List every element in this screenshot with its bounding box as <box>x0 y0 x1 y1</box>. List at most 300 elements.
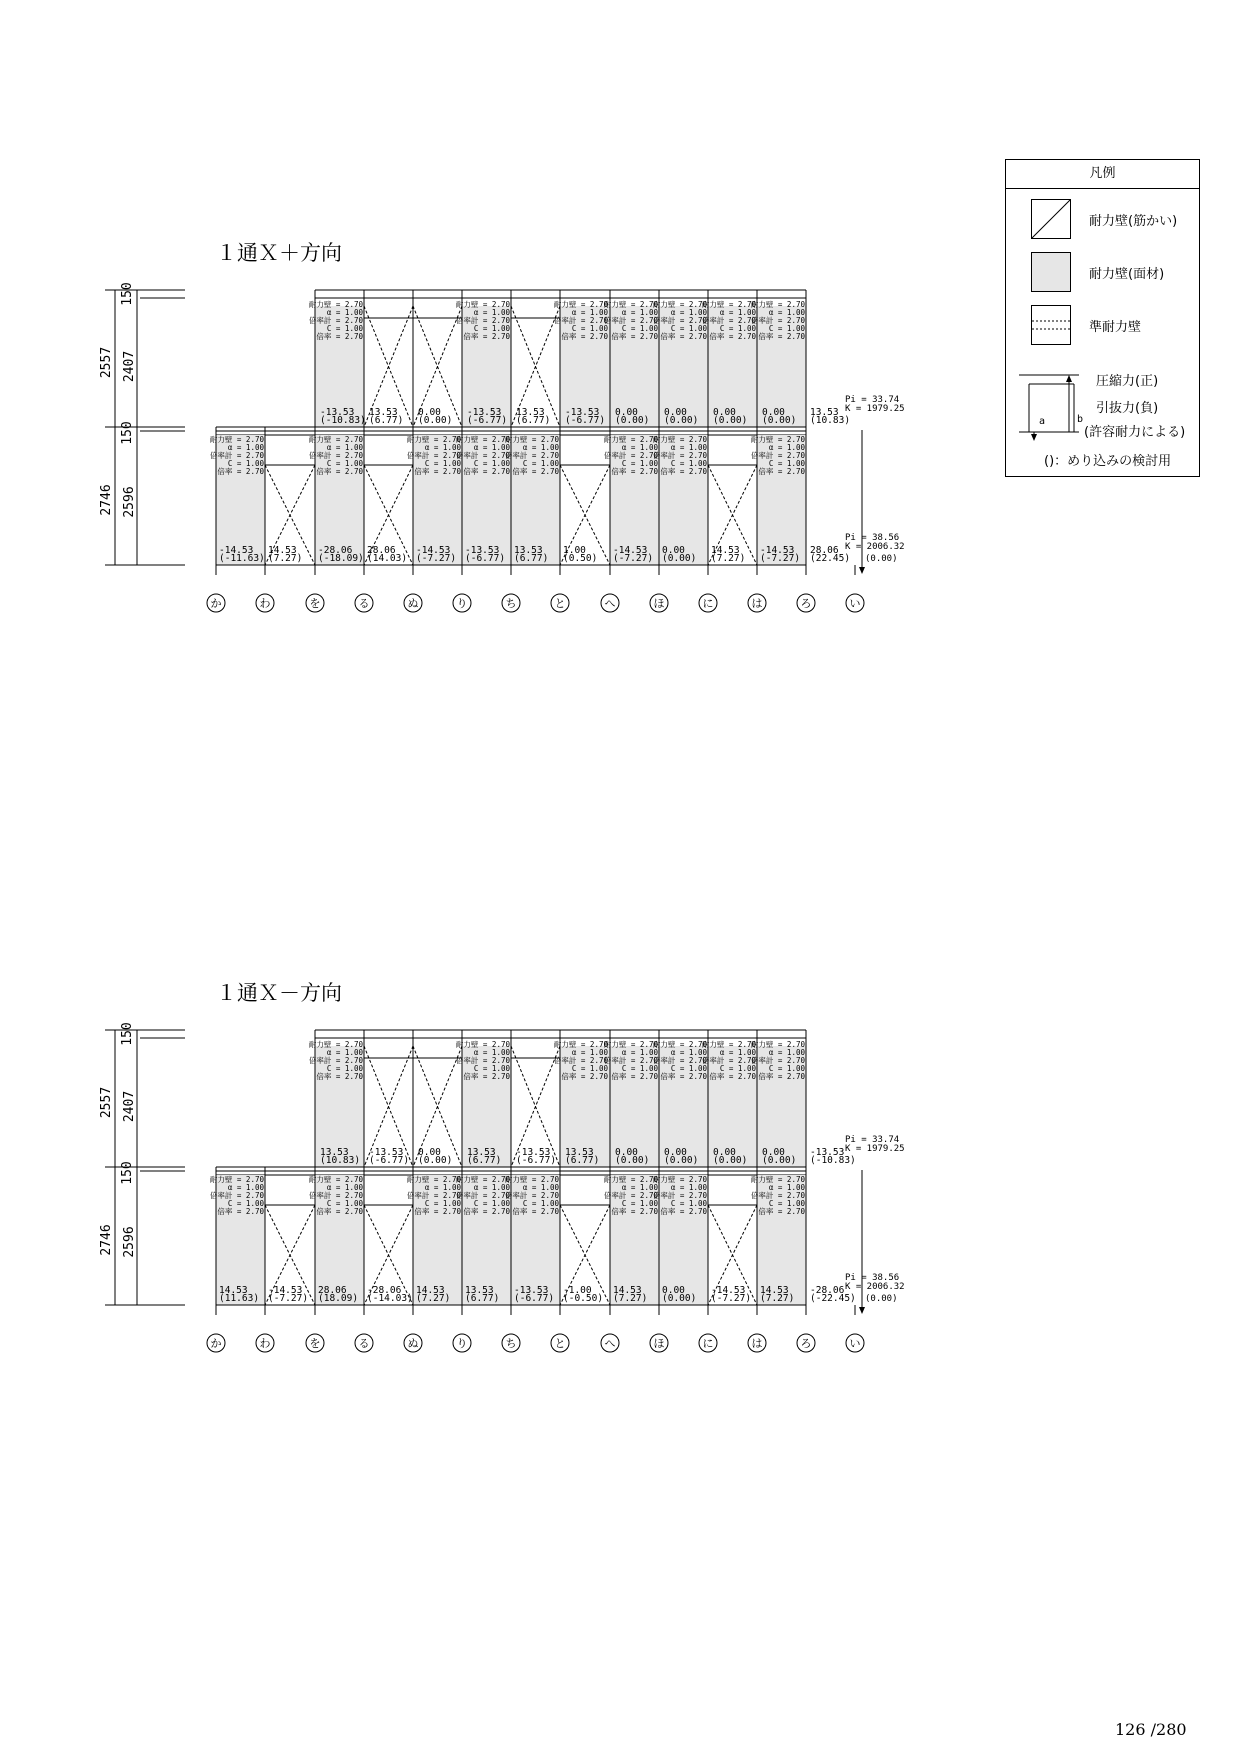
wall-spec-text: 倍率 = 2.70 <box>660 1072 707 1081</box>
wall-spec-text: α = 1.00 <box>670 308 707 317</box>
wall-spec-text: 倍率計 = 2.70 <box>652 451 707 460</box>
wall-spec-text: 倍率計 = 2.70 <box>455 1191 510 1200</box>
dim-text: 2596 <box>122 1226 137 1258</box>
wall-spec-text: C = 1.00 <box>670 1064 707 1073</box>
wall-spec-text: α = 1.00 <box>719 1048 756 1057</box>
wall-spec-text: 倍率計 = 2.70 <box>455 316 510 325</box>
wall-spec-text: C = 1.00 <box>326 1199 363 1208</box>
embedment-value: (-22.45) <box>810 1293 856 1304</box>
wall-spec-text: 倍率計 = 2.70 <box>406 1191 461 1200</box>
wall-spec-text: 倍率計 = 2.70 <box>603 1056 658 1065</box>
embedment-value: (-7.27) <box>760 553 801 564</box>
wall-spec-text: 倍率 = 2.70 <box>414 1207 461 1216</box>
wall-spec-text: C = 1.00 <box>227 1199 264 1208</box>
axial-force-value: -13.53 <box>514 1285 549 1296</box>
axial-force-value: 28.06 <box>367 545 396 556</box>
legend-title: 凡例 <box>1006 160 1199 189</box>
wall-spec-text: 倍率 = 2.70 <box>758 1072 805 1081</box>
axis-label: を <box>309 1337 321 1350</box>
embedment-value: (0.00) <box>664 1155 699 1166</box>
wall-spec-text: C = 1.00 <box>227 459 264 468</box>
embedment-value: (6.77) <box>565 1155 600 1166</box>
wall-spec-text: 倍率 = 2.70 <box>611 1207 658 1216</box>
axis-label: い <box>849 597 861 610</box>
embedment-value: (14.03) <box>367 553 408 564</box>
zero-label: (0.00) <box>865 554 898 564</box>
axial-force-value: 28.06 <box>318 1285 347 1296</box>
axis-label: り <box>456 1337 468 1350</box>
wall-spec-text: 耐力壁 = 2.70 <box>652 435 707 444</box>
wall-spec-text: 耐力壁 = 2.70 <box>652 300 707 309</box>
legend-comp-label: 圧縮力(正) <box>1096 374 1159 389</box>
embedment-value: (0.00) <box>762 415 797 426</box>
axial-force-value: -14.53 <box>416 545 451 556</box>
axis-label: ち <box>505 1337 517 1350</box>
wall-spec-text: 耐力壁 = 2.70 <box>750 435 805 444</box>
wall-spec-text: 倍率計 = 2.70 <box>652 1191 707 1200</box>
embedment-value: (6.77) <box>369 415 404 426</box>
wall-spec-text: α = 1.00 <box>424 1183 461 1192</box>
arrow-head <box>859 567 865 574</box>
dim-text: 2557 <box>99 1086 114 1119</box>
embedment-value: (0.00) <box>662 553 697 564</box>
wall-spec-text: 倍率 = 2.70 <box>463 1207 510 1216</box>
dim-text: 150 <box>120 1161 135 1185</box>
wall-spec-text: C = 1.00 <box>621 459 658 468</box>
axial-force-value: 0.00 <box>418 1147 441 1158</box>
embedment-value: (-10.83) <box>320 415 366 426</box>
wall-spec-text: α = 1.00 <box>522 1183 559 1192</box>
wall-spec-text: 倍率 = 2.70 <box>758 1207 805 1216</box>
wall-spec-text: 倍率計 = 2.70 <box>652 1056 707 1065</box>
wall-spec-text: α = 1.00 <box>227 443 264 452</box>
legend-panel-label: 耐力壁(面材) <box>1089 267 1165 282</box>
embedment-value: (10.83) <box>810 415 851 426</box>
axis-label: わ <box>259 1337 271 1350</box>
wall-spec-text: α = 1.00 <box>473 1048 510 1057</box>
legend-note: ()：めり込みの検討用 <box>1044 454 1172 469</box>
wall-spec-text: α = 1.00 <box>621 308 658 317</box>
axial-force-value: 0.00 <box>713 407 736 418</box>
legend-b: b <box>1077 414 1084 425</box>
axis-label: と <box>554 1337 566 1350</box>
wall-spec-text: C = 1.00 <box>424 459 461 468</box>
wall-spec-text: 倍率計 = 2.70 <box>455 1056 510 1065</box>
embedment-value: (0.00) <box>762 1155 797 1166</box>
wall-spec-text: 倍率 = 2.70 <box>709 1072 756 1081</box>
wall-spec-text: C = 1.00 <box>473 1199 510 1208</box>
wall-spec-text: 倍率計 = 2.70 <box>308 1056 363 1065</box>
wall-spec-text: 耐力壁 = 2.70 <box>553 1040 608 1049</box>
wall-spec-text: 倍率計 = 2.70 <box>455 451 510 460</box>
wall-spec-text: α = 1.00 <box>571 1048 608 1057</box>
embedment-value: (-6.77) <box>514 1293 555 1304</box>
axial-force-value: -13.53 <box>516 1147 551 1158</box>
wall-spec-text: 倍率 = 2.70 <box>758 332 805 341</box>
dim-text: 2557 <box>99 346 114 379</box>
k-label: K = 2006.32 <box>845 542 905 552</box>
embedment-value: (10.83) <box>320 1155 361 1166</box>
axial-force-value: 0.00 <box>664 1147 687 1158</box>
axis-label: は <box>751 597 763 610</box>
axis-label: ぬ <box>407 1337 419 1350</box>
wall-spec-text: 倍率計 = 2.70 <box>504 1191 559 1200</box>
embedment-value: (0.00) <box>713 415 748 426</box>
dim-text: 2596 <box>122 486 137 518</box>
axis-label: か <box>210 597 222 610</box>
embedment-value: (-6.77) <box>467 415 508 426</box>
wall-spec-text: α = 1.00 <box>326 1183 363 1192</box>
axial-force-value: 28.06 <box>810 545 839 556</box>
wall-spec-text: 耐力壁 = 2.70 <box>750 300 805 309</box>
quasi-wall-swatch <box>1031 305 1071 345</box>
wall-spec-text: 耐力壁 = 2.70 <box>455 1175 510 1184</box>
wall-spec-text: C = 1.00 <box>670 1199 707 1208</box>
embedment-value: (7.27) <box>711 553 746 564</box>
section-title: １通Ｘ＋方向 <box>216 241 342 265</box>
wall-spec-text: 倍率 = 2.70 <box>414 467 461 476</box>
wall-spec-text: 耐力壁 = 2.70 <box>455 300 510 309</box>
axial-force-value: -14.53 <box>268 1285 303 1296</box>
k-label: K = 2006.32 <box>845 1282 905 1292</box>
wall-spec-text: α = 1.00 <box>621 443 658 452</box>
wall-spec-text: C = 1.00 <box>326 324 363 333</box>
dim-text: 150 <box>120 421 135 445</box>
embedment-value: (22.45) <box>810 553 851 564</box>
wall-spec-text: C = 1.00 <box>571 324 608 333</box>
axial-force-value: 14.53 <box>219 1285 248 1296</box>
axial-force-value: -13.53 <box>465 545 500 556</box>
legend-quasi-label: 準耐力壁 <box>1089 320 1142 335</box>
axial-force-value: -13.53 <box>810 1147 845 1158</box>
wall-spec-text: 倍率計 = 2.70 <box>750 316 805 325</box>
axial-force-value: 0.00 <box>762 1147 785 1158</box>
wall-spec-text: 耐力壁 = 2.70 <box>652 1175 707 1184</box>
embedment-value: (0.00) <box>615 415 650 426</box>
wall-spec-text: C = 1.00 <box>326 1064 363 1073</box>
wall-spec-text: C = 1.00 <box>768 324 805 333</box>
wall-spec-text: C = 1.00 <box>326 459 363 468</box>
embedment-value: (6.77) <box>514 553 549 564</box>
wall-spec-text: 耐力壁 = 2.70 <box>209 435 264 444</box>
axis-label: に <box>702 1337 714 1350</box>
wall-spec-text: 倍率計 = 2.70 <box>603 316 658 325</box>
wall-spec-text: C = 1.00 <box>621 1064 658 1073</box>
wall-spec-text: 倍率計 = 2.70 <box>603 1191 658 1200</box>
pi-label: Pi = 33.74 <box>845 395 900 405</box>
axial-force-value: 13.53 <box>369 407 398 418</box>
wall-spec-text: 倍率 = 2.70 <box>316 467 363 476</box>
wall-spec-text: 耐力壁 = 2.70 <box>209 1175 264 1184</box>
axial-force-value: -13.53 <box>565 407 600 418</box>
wall-spec-text: 倍率計 = 2.70 <box>652 316 707 325</box>
axis-label: ろ <box>800 1337 812 1350</box>
wall-spec-text: C = 1.00 <box>768 1199 805 1208</box>
axial-force-value: 13.53 <box>465 1285 494 1296</box>
embedment-value: (0.00) <box>418 415 453 426</box>
axial-force-value: 13.53 <box>810 407 839 418</box>
embedment-value: (0.00) <box>664 415 699 426</box>
wall-spec-text: 倍率 = 2.70 <box>611 332 658 341</box>
axial-force-value: -13.53 <box>320 407 355 418</box>
wall-spec-text: C = 1.00 <box>424 1199 461 1208</box>
wall-spec-text: 倍率 = 2.70 <box>217 467 264 476</box>
wall-spec-text: α = 1.00 <box>621 1048 658 1057</box>
wall-spec-text: 倍率 = 2.70 <box>611 1072 658 1081</box>
wall-spec-text: 耐力壁 = 2.70 <box>504 1175 559 1184</box>
axis-label: ほ <box>653 597 665 610</box>
pi-label: Pi = 38.56 <box>845 533 900 543</box>
wall-spec-text: 倍率 = 2.70 <box>463 467 510 476</box>
axis-label: へ <box>604 597 616 610</box>
wall-spec-text: 倍率 = 2.70 <box>463 332 510 341</box>
axial-force-value: 0.00 <box>664 407 687 418</box>
axial-force-value: -28.06 <box>367 1285 402 1296</box>
wall-spec-text: 倍率計 = 2.70 <box>209 451 264 460</box>
wall-spec-text: C = 1.00 <box>473 459 510 468</box>
embedment-value: (7.27) <box>268 553 303 564</box>
bracing-wall-swatch <box>1031 199 1071 239</box>
embedment-value: (0.50) <box>563 553 598 564</box>
wall-spec-text: α = 1.00 <box>670 1048 707 1057</box>
axial-force-value: 0.00 <box>615 1147 638 1158</box>
axis-label: ろ <box>800 597 812 610</box>
axial-force-value: 0.00 <box>615 407 638 418</box>
axial-force-value: 0.00 <box>418 407 441 418</box>
pi-label: Pi = 33.74 <box>845 1135 900 1145</box>
axial-force-value: 1.00 <box>563 545 586 556</box>
wall-spec-text: 倍率計 = 2.70 <box>504 451 559 460</box>
wall-spec-text: 倍率計 = 2.70 <box>209 1191 264 1200</box>
dim-text: 150 <box>120 1022 135 1046</box>
wall-spec-text: α = 1.00 <box>768 1183 805 1192</box>
embedment-value: (7.27) <box>416 1293 451 1304</box>
axis-label: い <box>849 1337 861 1350</box>
legend-tension-label: 引抜力(負) <box>1096 401 1159 416</box>
embedment-value: (-10.83) <box>810 1155 856 1166</box>
pi-label: Pi = 38.56 <box>845 1273 900 1283</box>
wall-spec-text: α = 1.00 <box>473 443 510 452</box>
k-label: K = 1979.25 <box>845 404 905 414</box>
embedment-value: (6.77) <box>467 1155 502 1166</box>
wall-spec-text: 倍率 = 2.70 <box>316 332 363 341</box>
wall-spec-text: 倍率 = 2.70 <box>660 1207 707 1216</box>
wall-spec-text: 耐力壁 = 2.70 <box>603 1175 658 1184</box>
wall-spec-text: C = 1.00 <box>719 1064 756 1073</box>
wall-spec-text: 倍率計 = 2.70 <box>750 451 805 460</box>
embedment-value: (-7.27) <box>268 1293 309 1304</box>
wall-spec-text: α = 1.00 <box>473 1183 510 1192</box>
axial-force-value: 14.53 <box>416 1285 445 1296</box>
axial-force-value: -14.53 <box>711 1285 746 1296</box>
wall-spec-text: C = 1.00 <box>670 324 707 333</box>
wall-spec-text: 耐力壁 = 2.70 <box>603 300 658 309</box>
embedment-value: (-18.09) <box>318 553 364 564</box>
wall-spec-text: α = 1.00 <box>522 443 559 452</box>
embedment-value: (18.09) <box>318 1293 359 1304</box>
wall-spec-text: 倍率計 = 2.70 <box>308 451 363 460</box>
axial-force-value: 13.53 <box>565 1147 594 1158</box>
dim-text: 2407 <box>122 350 137 383</box>
wall-spec-text: α = 1.00 <box>719 308 756 317</box>
wall-spec-text: 耐力壁 = 2.70 <box>750 1175 805 1184</box>
axial-force-value: -1.00 <box>563 1285 592 1296</box>
embedment-value: (-11.63) <box>219 553 265 564</box>
wall-spec-text: α = 1.00 <box>326 1048 363 1057</box>
legend-box <box>1005 159 1200 477</box>
embedment-value: (6.77) <box>465 1293 500 1304</box>
wall-spec-text: 倍率 = 2.70 <box>709 332 756 341</box>
wall-spec-text: 倍率計 = 2.70 <box>750 1191 805 1200</box>
wall-spec-text: 倍率計 = 2.70 <box>701 316 756 325</box>
dim-text: 2746 <box>99 1224 114 1256</box>
axial-force-value: -28.06 <box>810 1285 845 1296</box>
wall-spec-text: C = 1.00 <box>719 324 756 333</box>
axial-force-value: 13.53 <box>516 407 545 418</box>
axial-force-value: 0.00 <box>662 545 685 556</box>
axis-label: は <box>751 1337 763 1350</box>
wall-spec-text: 耐力壁 = 2.70 <box>652 1040 707 1049</box>
axial-force-value: 14.53 <box>268 545 297 556</box>
wall-spec-text: 倍率 = 2.70 <box>512 1207 559 1216</box>
embedment-value: (-7.27) <box>416 553 457 564</box>
wall-spec-text: 倍率 = 2.70 <box>660 467 707 476</box>
zero-label: (0.00) <box>865 1294 898 1304</box>
axial-force-value: 13.53 <box>514 545 543 556</box>
axial-force-value: -28.06 <box>318 545 353 556</box>
wall-spec-text: 耐力壁 = 2.70 <box>750 1040 805 1049</box>
wall-spec-text: C = 1.00 <box>522 459 559 468</box>
axial-force-value: 0.00 <box>762 407 785 418</box>
axis-label: に <box>702 597 714 610</box>
axial-force-value: -13.53 <box>467 407 502 418</box>
wall-spec-text: C = 1.00 <box>522 1199 559 1208</box>
axis-label: と <box>554 597 566 610</box>
wall-spec-text: 耐力壁 = 2.70 <box>406 435 461 444</box>
axis-label: わ <box>259 597 271 610</box>
embedment-value: (-7.27) <box>711 1293 752 1304</box>
axis-label: へ <box>604 1337 616 1350</box>
wall-spec-text: 倍率 = 2.70 <box>316 1072 363 1081</box>
wall-spec-text: α = 1.00 <box>326 308 363 317</box>
wall-spec-text: C = 1.00 <box>670 459 707 468</box>
embedment-value: (0.00) <box>418 1155 453 1166</box>
axis-label: ほ <box>653 1337 665 1350</box>
legend-bracing-label: 耐力壁(筋かい) <box>1089 214 1178 229</box>
wall-spec-text: 耐力壁 = 2.70 <box>603 1040 658 1049</box>
embedment-value: (-0.50) <box>563 1293 604 1304</box>
k-label: K = 1979.25 <box>845 1144 905 1154</box>
embedment-value: (0.00) <box>662 1293 697 1304</box>
embedment-value: (7.27) <box>613 1293 648 1304</box>
dim-text: 150 <box>120 282 135 306</box>
embedment-value: (-6.77) <box>465 553 506 564</box>
embedment-value: (6.77) <box>516 415 551 426</box>
wall-spec-text: 倍率計 = 2.70 <box>553 1056 608 1065</box>
wall-spec-text: α = 1.00 <box>473 308 510 317</box>
wall-spec-text: 耐力壁 = 2.70 <box>455 1040 510 1049</box>
wall-spec-text: 耐力壁 = 2.70 <box>406 1175 461 1184</box>
dim-text: 2407 <box>122 1090 137 1123</box>
panel-wall-swatch <box>1031 252 1071 292</box>
wall-spec-text: 倍率計 = 2.70 <box>308 1191 363 1200</box>
wall-spec-text: 耐力壁 = 2.70 <box>308 1175 363 1184</box>
embedment-value: (-6.77) <box>565 415 606 426</box>
force-diagram <box>1014 372 1084 442</box>
page-number: 126 /280 <box>1115 1720 1187 1739</box>
wall-spec-text: α = 1.00 <box>670 1183 707 1192</box>
axial-force-value: 0.00 <box>662 1285 685 1296</box>
axis-label: か <box>210 1337 222 1350</box>
embedment-value: (11.63) <box>219 1293 260 1304</box>
wall-spec-text: α = 1.00 <box>227 1183 264 1192</box>
wall-spec-text: 耐力壁 = 2.70 <box>308 435 363 444</box>
wall-spec-text: C = 1.00 <box>621 1199 658 1208</box>
wall-spec-text: 倍率計 = 2.70 <box>553 316 608 325</box>
axial-force-value: 14.53 <box>711 545 740 556</box>
axis-label: る <box>358 1337 370 1350</box>
wall-spec-text: 耐力壁 = 2.70 <box>308 300 363 309</box>
wall-spec-text: 倍率 = 2.70 <box>561 332 608 341</box>
axis-label: り <box>456 597 468 610</box>
section-title: １通Ｘ－方向 <box>216 981 342 1005</box>
embedment-value: (-7.27) <box>613 553 654 564</box>
axis-label: る <box>358 597 370 610</box>
wall-spec-text: C = 1.00 <box>768 1064 805 1073</box>
axial-force-value: -14.53 <box>760 545 795 556</box>
wall-spec-text: 倍率計 = 2.70 <box>701 1056 756 1065</box>
wall-spec-text: α = 1.00 <box>621 1183 658 1192</box>
wall-spec-text: 倍率計 = 2.70 <box>750 1056 805 1065</box>
wall-spec-text: α = 1.00 <box>326 443 363 452</box>
wall-spec-text: 耐力壁 = 2.70 <box>701 1040 756 1049</box>
wall-spec-text: 倍率計 = 2.70 <box>406 451 461 460</box>
wall-spec-text: 倍率 = 2.70 <box>660 332 707 341</box>
wall-spec-text: 耐力壁 = 2.70 <box>603 435 658 444</box>
axis-label: を <box>309 597 321 610</box>
wall-spec-text: α = 1.00 <box>768 308 805 317</box>
axial-force-value: -14.53 <box>613 545 648 556</box>
wall-spec-text: C = 1.00 <box>473 1064 510 1073</box>
axial-force-value: -14.53 <box>219 545 254 556</box>
wall-spec-text: 倍率 = 2.70 <box>611 467 658 476</box>
wall-spec-text: α = 1.00 <box>670 443 707 452</box>
wall-spec-text: α = 1.00 <box>768 443 805 452</box>
axial-force-value: 13.53 <box>467 1147 496 1158</box>
axial-force-value: 13.53 <box>320 1147 349 1158</box>
wall-spec-text: 倍率 = 2.70 <box>561 1072 608 1081</box>
wall-spec-text: C = 1.00 <box>621 324 658 333</box>
wall-spec-text: C = 1.00 <box>768 459 805 468</box>
wall-spec-text: 耐力壁 = 2.70 <box>553 300 608 309</box>
wall-spec-text: 倍率 = 2.70 <box>316 1207 363 1216</box>
wall-spec-text: α = 1.00 <box>424 443 461 452</box>
wall-spec-text: 倍率計 = 2.70 <box>308 316 363 325</box>
embedment-value: (-6.77) <box>369 1155 410 1166</box>
wall-spec-text: 倍率 = 2.70 <box>463 1072 510 1081</box>
embedment-value: (0.00) <box>615 1155 650 1166</box>
axial-force-value: 0.00 <box>713 1147 736 1158</box>
legend-allow-label: (許容耐力による) <box>1084 425 1186 440</box>
embedment-value: (-14.03) <box>367 1293 413 1304</box>
wall-spec-text: 耐力壁 = 2.70 <box>308 1040 363 1049</box>
embedment-value: (7.27) <box>760 1293 795 1304</box>
wall-spec-text: C = 1.00 <box>473 324 510 333</box>
axial-force-value: 14.53 <box>613 1285 642 1296</box>
axial-force-value: 14.53 <box>760 1285 789 1296</box>
wall-spec-text: 耐力壁 = 2.70 <box>701 300 756 309</box>
wall-spec-text: 倍率 = 2.70 <box>758 467 805 476</box>
